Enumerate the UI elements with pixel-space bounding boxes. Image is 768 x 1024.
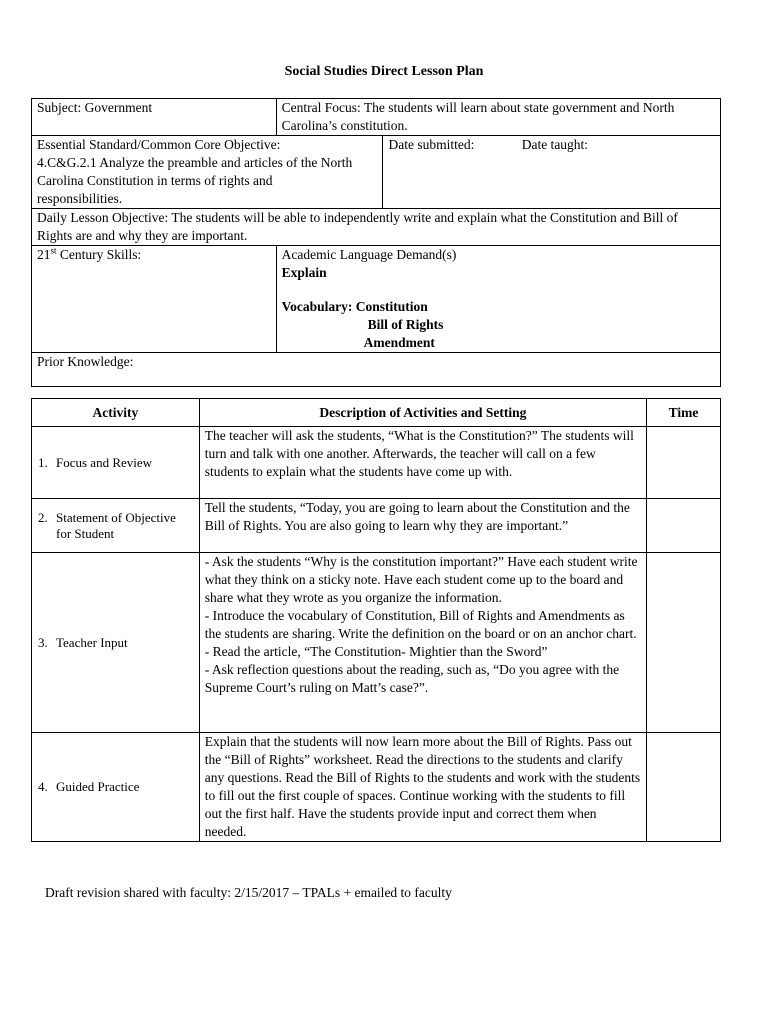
description-line: - Read the article, “The Constitution- Mightier than the Sword” <box>204 644 548 659</box>
dates-cell <box>383 136 721 209</box>
date-taught-label: Date taught: <box>521 137 589 152</box>
activity-label-cont: for Student <box>56 525 115 541</box>
subject-cell: Subject: Government <box>32 99 277 136</box>
activity-description <box>199 427 646 499</box>
activity-label: Statement of Objective <box>56 509 176 525</box>
footer-note: Draft revision shared with faculty: 2/15/2017 – TPALs + emailed to faculty <box>45 885 452 900</box>
description-line: - Ask reflection questions about the reading, such as, “Do you agree with the Supreme Court’s ruling on Matt’s case?”. <box>204 662 620 695</box>
skills-sup: st <box>50 245 57 256</box>
activity-label: Teacher Input <box>56 634 128 650</box>
description-line: Explain that the students will now learn more about the Bill of Rights. Pass out the “Bill of Rights” worksheet. Read the directions to the students and clarify any questions. Read the Bill of Rights to the students and work with the students to fill out the first couple of spaces. Continue working with the students to fill out the first half. Have the students provide input and correct them when needed. <box>204 734 641 839</box>
century-skills-cell <box>32 246 277 353</box>
activity-name <box>32 553 200 733</box>
activity-label: Focus and Review <box>56 454 153 470</box>
activity-name <box>32 427 200 499</box>
academic-language-value: Explain <box>281 265 327 280</box>
activity-time <box>647 733 721 842</box>
table-row <box>32 427 721 499</box>
skills-suffix: Century Skills: <box>56 247 142 262</box>
essential-standard-cell <box>32 136 383 209</box>
lesson-header-table <box>31 98 721 387</box>
description-line: - Ask the students “Why is the constitution important?” Have each student write what they think on a sticky note. Have each student come up to the board and share what they wrote as you organize the information. <box>204 554 638 605</box>
activity-description <box>199 499 646 553</box>
activity-time <box>647 499 721 553</box>
activity-label: Guided Practice <box>56 779 140 794</box>
col-header-activity: Activity <box>32 399 200 427</box>
activity-time <box>647 427 721 499</box>
activity-number: 4. <box>38 779 48 794</box>
description-line: - Introduce the vocabulary of Constitution, Bill of Rights and Amendments as the students are sharing. Write the definition on the board or on an anchor chart. <box>204 608 637 641</box>
col-header-description: Description of Activities and Setting <box>199 399 646 427</box>
activity-name <box>32 733 200 842</box>
table-row <box>32 733 721 842</box>
description-line: The teacher will ask the students, “What is the Constitution?” The students will turn and talk with one another. Afterwards, the teacher will call on a few students to explain what the students have come up with. <box>204 428 634 479</box>
table-row <box>32 499 721 553</box>
academic-language-label: Academic Language Demand(s) <box>281 247 457 262</box>
prior-knowledge-cell: Prior Knowledge: <box>32 353 721 387</box>
vocab-label: Vocabulary: Constitution <box>281 299 428 314</box>
activity-description <box>199 733 646 842</box>
essential-standard-text: 4.C&G.2.1 Analyze the preamble and articles of the North Carolina Constitution in terms of rights and responsibilities. <box>37 155 353 206</box>
daily-objective-cell: Daily Lesson Objective: The students will be able to independently write and explain what the Constitution and Bill of Rights are and why they are important. <box>32 209 721 246</box>
activity-description <box>199 553 646 733</box>
activity-number: 2. <box>38 509 48 525</box>
activity-name <box>32 499 200 553</box>
central-focus-cell: Central Focus: The students will learn about state government and North Carolina’s constitution. <box>276 99 720 136</box>
activity-time <box>647 553 721 733</box>
activity-number: 1. <box>38 454 48 470</box>
essential-standard-label: Essential Standard/Common Core Objective: <box>37 137 281 152</box>
activity-number: 3. <box>38 634 48 650</box>
academic-language-cell <box>276 246 720 353</box>
activities-table <box>31 398 721 842</box>
vocab-bill-of-rights: Bill of Rights <box>367 317 444 332</box>
date-submitted-label: Date submitted: <box>388 137 475 152</box>
description-line: Tell the students, “Today, you are going to learn about the Constitution and the Bill of Rights. You are also going to learn why they are important.” <box>204 500 630 533</box>
skills-prefix: 21 <box>37 247 51 262</box>
vocab-amendment: Amendment <box>363 335 435 350</box>
col-header-time: Time <box>647 399 721 427</box>
page-title: Social Studies Direct Lesson Plan <box>284 64 484 79</box>
table-row <box>32 553 721 733</box>
